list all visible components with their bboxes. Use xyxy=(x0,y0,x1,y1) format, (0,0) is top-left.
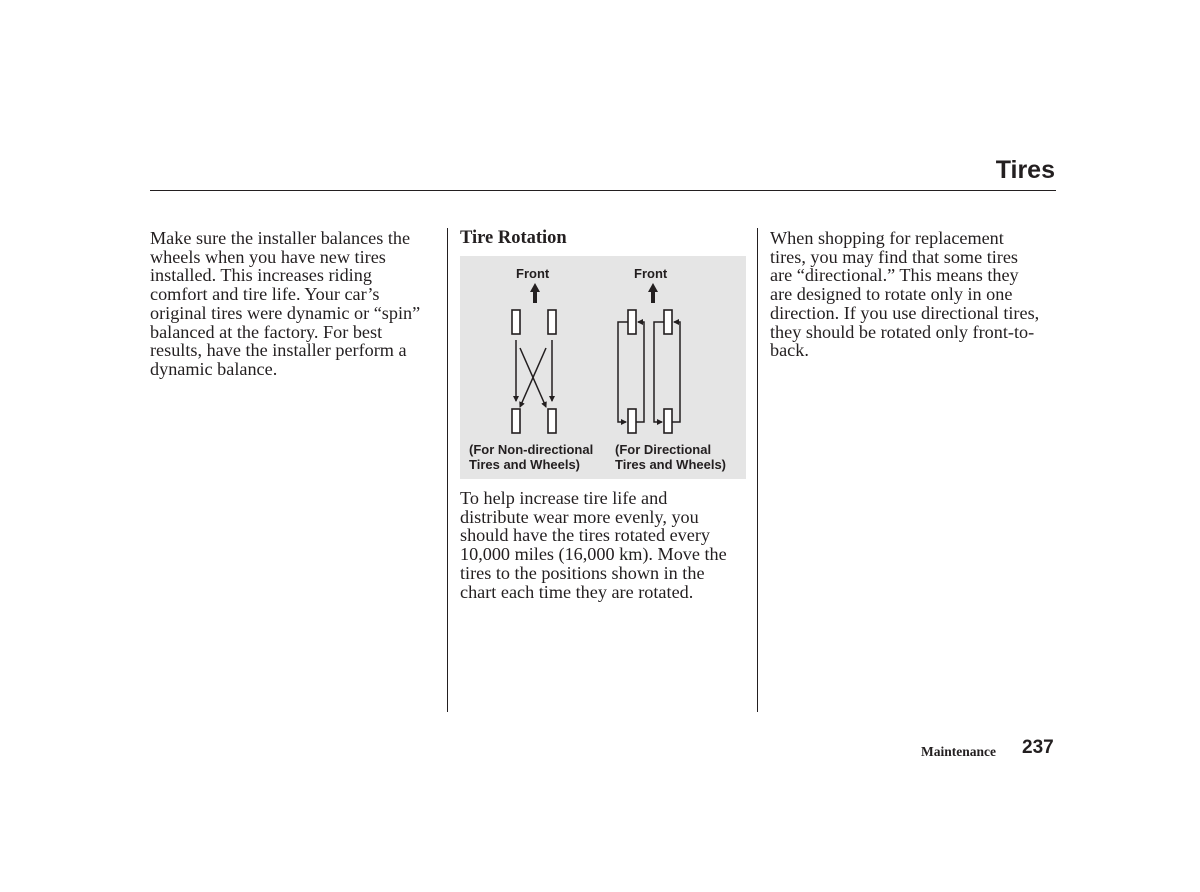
column-divider-right xyxy=(757,228,758,712)
directional-rotation-arrows xyxy=(618,322,680,422)
balancing-paragraph: Make sure the installer balances the wheels when you have new tires installed. This increases riding comfort and tire life. Your car’s original tires were dynamic or “spin” balanced at the factory. For best results, have the installer perform a dynamic balance. xyxy=(150,228,421,379)
front-arrow-icon-left xyxy=(530,283,540,303)
page-title: Tires xyxy=(995,156,1055,184)
column-divider-left xyxy=(447,228,448,712)
front-label-right: Front xyxy=(634,266,668,281)
front-arrow-icon-right xyxy=(648,283,658,303)
title-divider xyxy=(150,190,1056,191)
directional-tires xyxy=(628,310,672,433)
non-directional-tires xyxy=(512,310,556,433)
section-name: Maintenance xyxy=(921,744,996,759)
tire-rotation-diagram xyxy=(460,256,746,479)
non-directional-caption: (For Non-directional Tires and Wheels) xyxy=(469,442,594,472)
directional-caption: (For Directional Tires and Wheels) xyxy=(615,442,727,472)
rotation-paragraph: To help increase tire life and distribute wear more evenly, you should have the tires rotated every 10,000 miles (16,000 km). Move the tires to the positions shown in the chart each time they are rotated. xyxy=(460,488,727,602)
front-label-left: Front xyxy=(516,266,550,281)
directional-paragraph: When shopping for replacement tires, you may find that some tires are “directional.” This means they are designed to rotate only in one direction. If you use directional tires, they should be rotated only front-to- back. xyxy=(770,228,1040,361)
non-directional-rotation-arrows xyxy=(516,340,552,407)
page-number: 237 xyxy=(1022,737,1054,758)
tire-rotation-heading: Tire Rotation xyxy=(460,228,567,248)
